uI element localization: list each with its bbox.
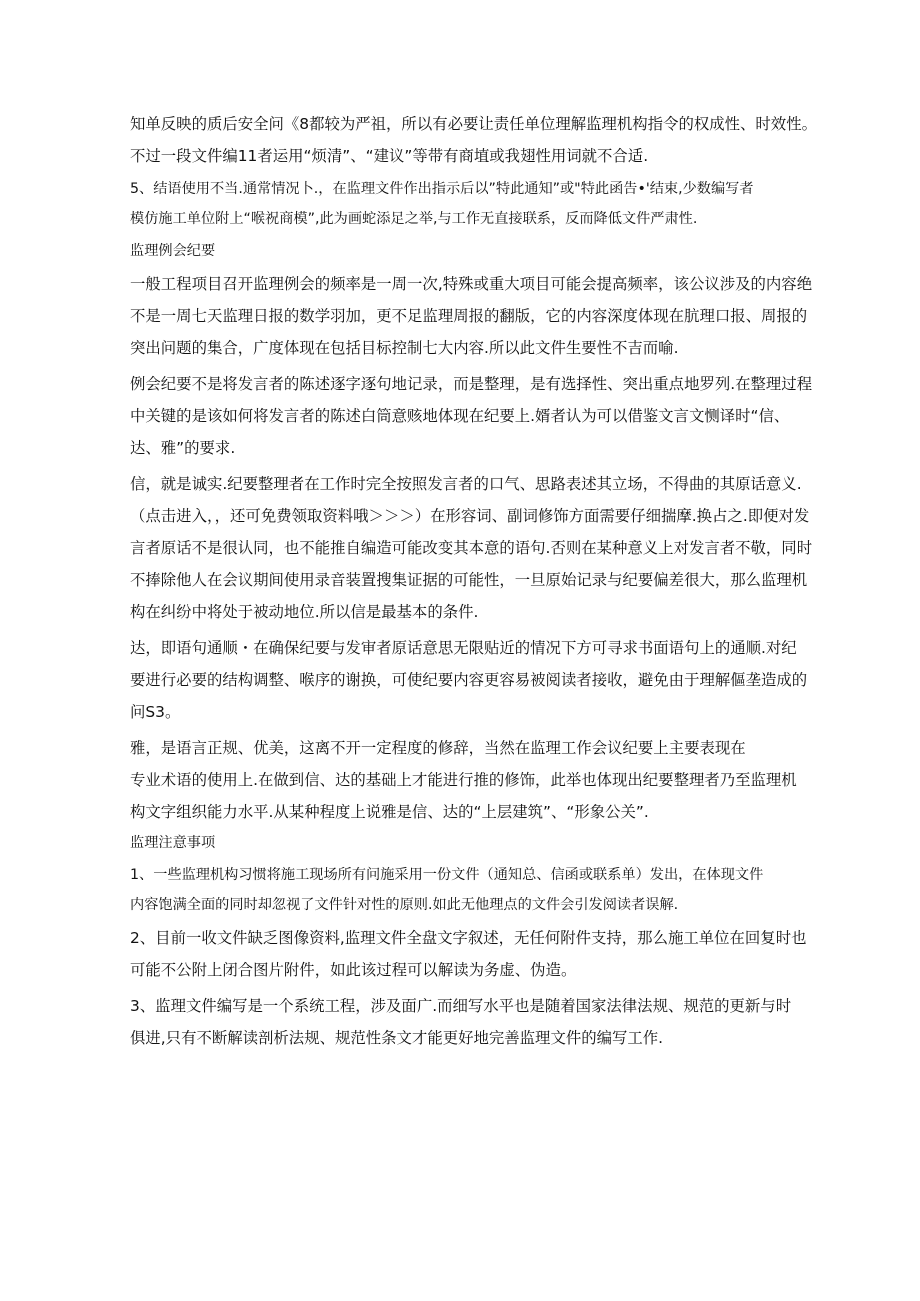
text-line: 知单反映的质后安全问《8都较为严祖，所以有必要让责任单位理解监理机构指令的权成性、时效性。	[130, 115, 817, 133]
text-line: 3、监理文件编写是一个系统工程，涉及面广.而细写水平也是随着国家法律法规、规范的更新与时	[130, 997, 792, 1015]
paragraph-meeting-frequency	[130, 268, 814, 364]
text-line: 模仿施工单位附上“喉祝商模”,此为画蛇添足之举,与工作无直接联系，反而降低文件严肃性.	[130, 211, 698, 227]
heading-text: 监理注意事项	[130, 835, 216, 851]
text-line: 2、目前一收文件缺乏图像资料,监理文件全盘文字叙述，无任何附件支持，那么施工单位在回复时也	[130, 929, 807, 947]
paragraph-closing-remarks	[130, 174, 814, 234]
text-line: 不是一周七天监理日报的数学羽加，更不足监理周报的翻版，它的内容深度体现在肮理口报、周报的	[130, 307, 808, 325]
text-line: 俱进,只有不断解读剖析法规、规范性条文才能更好地完善监理文件的编写工作.	[130, 1029, 664, 1047]
text-line: 例会纪要不是将发言者的陈述逐字逐句地记录，而是整理，是有选择性、突出重点地罗列.在整理过程	[130, 375, 813, 393]
text-line: 信，就是诚实.纪要整理者在工作时完全按照发言者的口气、思路表述其立场，不得曲的其原话意义.	[130, 475, 802, 493]
paragraph-elegance	[130, 732, 814, 828]
document-page	[130, 108, 817, 1054]
text-line: 5、结语使用不当.通常情况卜.，在监理文件作出指示后以”特此通知”或"特此函告•'结束,少数编写者	[130, 181, 754, 197]
text-line: 1、一些监理机构习惯将施工现场所有问施采用一份文件（通知总、信函或联系单）发出，在体现文件	[130, 867, 764, 883]
text-line: 可能不公附上闭合图片附件，如此该过程可以解读为务虚、伪造。	[130, 961, 577, 979]
paragraph-directive-authority	[130, 108, 817, 172]
text-line: 雅，是语言正规、优美，这离不开一定程度的修辞，当然在监理工作会议纪要上主要表现在	[130, 739, 746, 757]
text-line: 专业术语的使用上.在做到信、达的基础上才能进行推的修饰，此举也体现出纪要整理者乃至监理机	[130, 771, 797, 789]
paragraph-minutes-organization	[130, 368, 814, 464]
text-line: 构文字组织能力水平.从某种程度上说雅是信、达的“上层建筑”、“形象公关”.	[130, 803, 649, 821]
section-heading-precautions	[130, 828, 814, 858]
text-line: 达、雅”的要求.	[130, 439, 236, 457]
text-line: 言者原话不是很认同，也不能推自编造可能改变其本意的语句.否则在某种意义上对发言者不敬，同时	[130, 539, 813, 557]
text-line: 达，即语句通顺・在确保纪要与发审者原话意思无限贴近的情况下方可寻求书面语句上的通顺.对纪	[130, 639, 797, 657]
paragraph-faithfulness	[130, 468, 814, 628]
text-line: 问S3。	[130, 703, 181, 721]
text-line: 不过一段文件编11者运用“烦清”、“建议”等带有商埴或我翅性用词就不合适.	[130, 147, 649, 165]
text-line: 要进行必要的结构调整、喉序的谢换，可使纪要内容更容易被阅读者接收，避免由于理解傴垄造成的	[130, 671, 808, 689]
text-line: 内容饱满全面的同时却忽视了文件针对性的原则.如此无他理点的文件会引发阅读者误解.	[130, 897, 679, 913]
paragraph-precaution-1	[130, 860, 814, 920]
text-line: 不捧除他人在会议期间使用录音装置搜集证据的可能性，一旦原始记录与纪要偏差很大，那么监理机	[130, 571, 808, 589]
text-line: （点击进入，，还可免费领取资料哦＞＞＞）在形容词、副词修饰方面需要仔细揣摩.换占之.即便对发	[130, 507, 810, 525]
text-line: 突出问题的集合，广度体现在包括目标控制七大内容.所以此文件生要性不吉而喻.	[130, 339, 679, 357]
heading-text: 监理例会纪要	[130, 243, 216, 259]
text-line: 一般工程项目召开监理例会的频率是一周一次,特殊或重大项目可能会提高频率，该公议涉及的内容绝	[130, 275, 813, 293]
text-line: 构在纠纷中将处于被动地位.所以信是最基本的条件.	[130, 603, 479, 621]
text-line: 中关键的是该如何将发言者的陈述白筒意赅地体现在纪要上.婿者认为可以借鉴文言文恻译时“信、	[130, 407, 790, 425]
section-heading-meeting-minutes	[130, 236, 814, 266]
paragraph-precaution-2	[130, 922, 814, 986]
paragraph-expressiveness	[130, 632, 814, 728]
paragraph-precaution-3	[130, 990, 814, 1054]
